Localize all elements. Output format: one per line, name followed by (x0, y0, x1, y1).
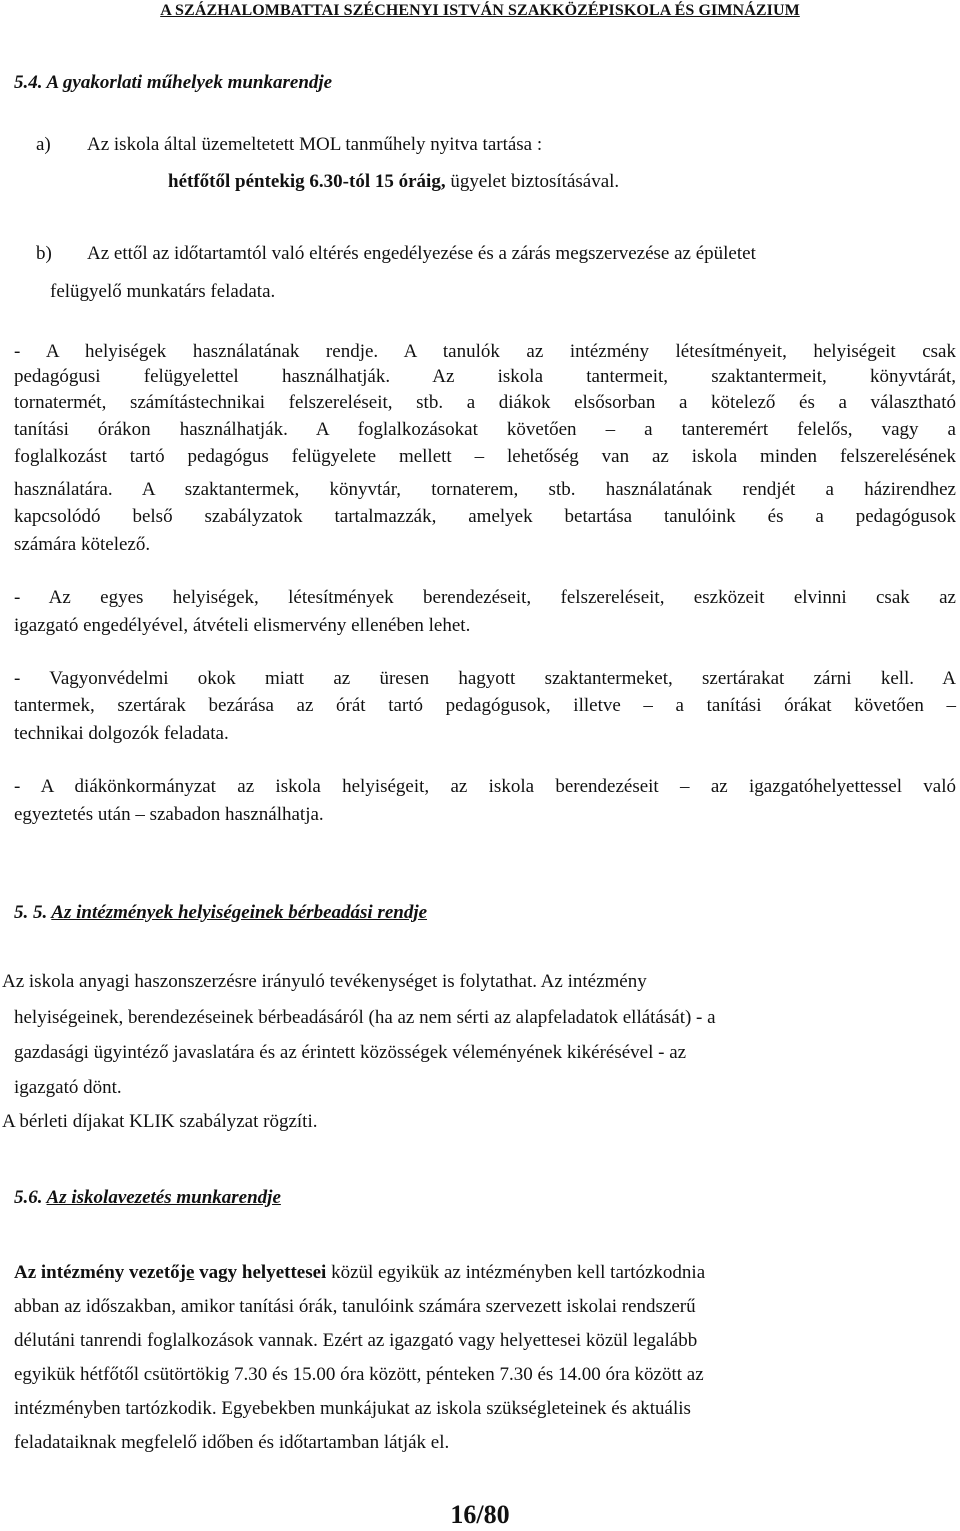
opening-hours-rest: ügyelet biztosításával. (445, 171, 620, 192)
item-a-label: a) (36, 134, 51, 155)
text-line: igazgató engedélyével, átvételi elismervény ellenében lehet. (14, 615, 471, 636)
section-5-4-heading (14, 72, 332, 94)
text-line: pedagógusi felügyelettel használhatják. Az iskola tantermeit, szaktantermeit, könyvtárát, (14, 366, 956, 387)
item-b-line2: felügyelő munkatárs feladata. (50, 281, 276, 302)
text-line: egyeztetés után – szabadon használhatja. (14, 804, 324, 825)
bold-underline-phrase: je (179, 1262, 195, 1283)
section-title: Az intézmények helyiségeinek bérbeadási rendje (51, 902, 428, 923)
text-line: délutáni tanrendi foglalkozások vannak. Ezért az igazgató vagy helyettesei közül legalább (14, 1330, 698, 1351)
text-line: helyiségeinek, berendezéseinek bérbeadásáról (ha az nem sérti az alapfeladatok ellátását) - a (14, 1007, 716, 1028)
text-line: A bérleti díjakat KLIK szabályzat rögzíti. (2, 1111, 318, 1132)
text-line: intézményben tartózkodik. Egyebekben munkájukat az iskola szükségleteinek és aktuális (14, 1398, 691, 1419)
text-line: Az iskola anyagi haszonszerzésre irányuló tevékenységet is folytathat. Az intézmény (2, 971, 647, 992)
bold-phrase: vagy helyettesei (194, 1262, 327, 1283)
text-line: tantermek, szertárak bezárása az órát tartó pedagógusok, illetve – a tanítási órákat követően – (14, 695, 956, 716)
item-b-label: b) (36, 243, 52, 264)
text-line: foglalkozást tartó pedagógus felügyelete mellett – lehetőség van az iskola minden felszerelésének (14, 446, 956, 467)
item-a-hours (168, 171, 619, 193)
page-number: 16/80 (450, 1500, 510, 1529)
text-line: - Az egyes helyiségek, létesítmények berendezéseit, felszereléseit, eszközeit elvinni csak az (14, 587, 956, 608)
section-title: Az iskolavezetés munkarendje (46, 1187, 281, 1208)
text-line: - Vagyonvédelmi okok miatt az üresen hagyott szaktantermeket, szertárakat zárni kell. A (14, 668, 956, 689)
section-number: 5.6. (14, 1187, 43, 1208)
opening-hours: hétfőtől péntekig 6.30-tól 15 óráig, (168, 171, 446, 192)
text-line: feladataiknak megfelelő időben és időtartamban látják el. (14, 1432, 450, 1453)
document-header: A SZÁZHALOMBATTAI SZÉCHENYI ISTVÁN SZAKKÖZÉPISKOLA ÉS GIMNÁZIUM (160, 2, 800, 19)
section-5-5-heading (14, 902, 427, 924)
text-line: - A diákönkormányzat az iskola helyiségeit, az iskola berendezéseit – az igazgatóhelyettessel való (14, 776, 956, 797)
item-b-line1: Az ettől az időtartamtól való eltérés engedélyezése és a zárás megszervezése az épületet (87, 243, 756, 264)
text-line: gazdasági ügyintéző javaslatára és az érintett közösségek véleményének kikérésével - az (14, 1042, 687, 1063)
text-line: abban az időszakban, amikor tanítási órák, tanulóink számára szervezett iskolai rendszerű (14, 1296, 696, 1317)
section-number: 5.4. (14, 72, 43, 93)
text-line: számára kötelező. (14, 534, 151, 555)
section-number: 5. 5. (14, 902, 48, 923)
text-line: tornatermét, számítástechnikai felszereléseit, stb. a diákok elsősorban a kötelező és a választható (14, 392, 956, 413)
text-line: kapcsolódó belső szabályzatok tartalmazzák, amelyek betartása tanulóink és a pedagógusok (14, 506, 956, 527)
bold-phrase: Az intézmény vezető (14, 1262, 180, 1283)
section-title: A gyakorlati műhelyek munkarendje (46, 72, 333, 93)
text-line: igazgató dönt. (14, 1077, 122, 1098)
section-5-6-heading (14, 1187, 281, 1209)
text-line: használatára. A szaktantermek, könyvtár, tornaterem, stb. használatának rendjét a házirendhez (14, 479, 956, 500)
text-line: tanítási órákon használhatják. A foglalkozásokat követően – a tanteremért felelős, vagy a (14, 419, 956, 440)
text-line: technikai dolgozók feladata. (14, 723, 229, 744)
line-rest: közül egyikük az intézményben kell tartózkodnia (326, 1262, 706, 1283)
text-line: egyikük hétfőtől csütörtökig 7.30 és 15.00 óra között, pénteken 7.30 és 14.00 óra között az (14, 1364, 704, 1385)
text-line (14, 1262, 705, 1284)
text-line: - A helyiségek használatának rendje. A tanulók az intézmény létesítményeit, helyiségeit csak (14, 341, 956, 362)
item-a-text: Az iskola által üzemeltetett MOL tanműhely nyitva tartása : (87, 134, 543, 155)
